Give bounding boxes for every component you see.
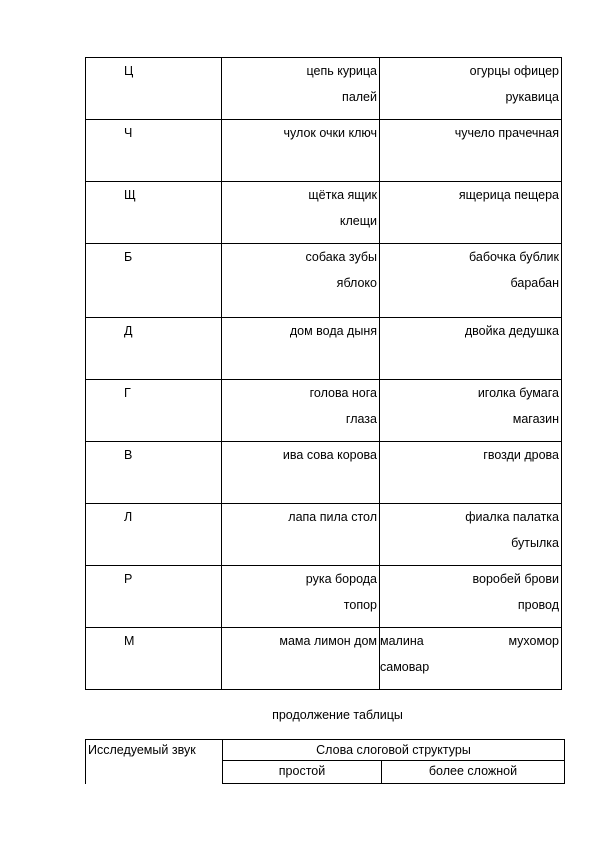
header-complex: более сложной: [382, 761, 565, 784]
complex-words-line: [380, 628, 559, 654]
simple-words-line: лапа пила стол: [288, 510, 377, 524]
header-words: Слова слоговой структуры: [223, 740, 565, 761]
header-sound-continued: [86, 761, 223, 784]
complex-words-line: бабочка бублик: [469, 250, 559, 264]
complex-words-cell: [380, 442, 562, 504]
simple-words-line: собака зубы: [305, 250, 377, 264]
complex-words-line: магазин: [512, 412, 559, 426]
sound-cell: Ч: [86, 120, 222, 182]
header-sound: Исследуемый звук: [86, 740, 223, 761]
simple-words-cell: [222, 244, 380, 318]
header-simple: простой: [223, 761, 382, 784]
complex-words-cell: [380, 58, 562, 120]
simple-words-line: чулок очки ключ: [283, 126, 377, 140]
complex-words-line: рукавица: [505, 90, 559, 104]
table-row: [86, 566, 562, 628]
complex-words-line: двойка дедушка: [464, 324, 559, 338]
simple-words-cell: [222, 628, 380, 690]
complex-words-line: бутылка: [511, 536, 559, 550]
words-table: [85, 57, 562, 690]
complex-words-cell: [380, 380, 562, 442]
complex-words-line: ящерица пещера: [458, 188, 559, 202]
simple-words-line: палей: [342, 90, 377, 104]
complex-words-line: гвозди дрова: [483, 448, 559, 462]
table-row: [86, 58, 562, 120]
complex-word: малина: [380, 634, 424, 648]
header-row-1: [86, 740, 565, 761]
table-row: [86, 182, 562, 244]
simple-words-line: ива сова корова: [282, 448, 377, 462]
complex-words-cell: [380, 318, 562, 380]
simple-words-cell: [222, 504, 380, 566]
simple-words-cell: [222, 182, 380, 244]
complex-words-cell: [380, 566, 562, 628]
complex-words-line: чучело прачечная: [454, 126, 559, 140]
simple-words-line: щётка ящик: [308, 188, 377, 202]
complex-words-line: огурцы офицер: [469, 64, 559, 78]
complex-words-line: фиалка палатка: [465, 510, 559, 524]
complex-words-line: барабан: [510, 276, 559, 290]
sound-cell: Г: [86, 380, 222, 442]
table-row: [86, 244, 562, 318]
complex-words-line: воробей брови: [472, 572, 559, 586]
complex-words-cell: [380, 504, 562, 566]
table-row: [86, 628, 562, 690]
complex-words-line: самовар: [380, 660, 430, 674]
complex-words-cell: [380, 628, 562, 690]
simple-words-cell: [222, 442, 380, 504]
sound-cell: М: [86, 628, 222, 690]
table-row: [86, 442, 562, 504]
complex-words-line: иголка бумага: [477, 386, 559, 400]
simple-words-line: дом вода дыня: [289, 324, 377, 338]
sound-cell: В: [86, 442, 222, 504]
simple-words-cell: [222, 380, 380, 442]
sound-cell: Щ: [86, 182, 222, 244]
table-row: [86, 120, 562, 182]
sound-cell: Р: [86, 566, 222, 628]
complex-words-line: провод: [517, 598, 559, 612]
simple-words-cell: [222, 120, 380, 182]
complex-word: мухомор: [508, 634, 559, 648]
continuation-header-table: [85, 739, 565, 784]
simple-words-line: яблоко: [336, 276, 377, 290]
sound-cell: Д: [86, 318, 222, 380]
simple-words-line: глаза: [345, 412, 377, 426]
simple-words-line: голова нога: [309, 386, 377, 400]
sound-cell: Л: [86, 504, 222, 566]
header-row-2: [86, 761, 565, 784]
simple-words-line: топор: [343, 598, 377, 612]
complex-words-cell: [380, 182, 562, 244]
simple-words-line: мама лимон дом: [279, 634, 377, 648]
table-row: [86, 380, 562, 442]
table-row: [86, 318, 562, 380]
sound-cell: Б: [86, 244, 222, 318]
complex-words-cell: [380, 120, 562, 182]
simple-words-cell: [222, 318, 380, 380]
table-body: [86, 58, 562, 690]
simple-words-line: рука борода: [305, 572, 377, 586]
simple-words-line: клещи: [339, 214, 377, 228]
simple-words-line: цепь курица: [306, 64, 377, 78]
simple-words-cell: [222, 566, 380, 628]
simple-words-cell: [222, 58, 380, 120]
complex-words-cell: [380, 244, 562, 318]
table-continuation-caption: продолжение таблицы: [272, 708, 403, 722]
table-row: [86, 504, 562, 566]
sound-cell: Ц: [86, 58, 222, 120]
